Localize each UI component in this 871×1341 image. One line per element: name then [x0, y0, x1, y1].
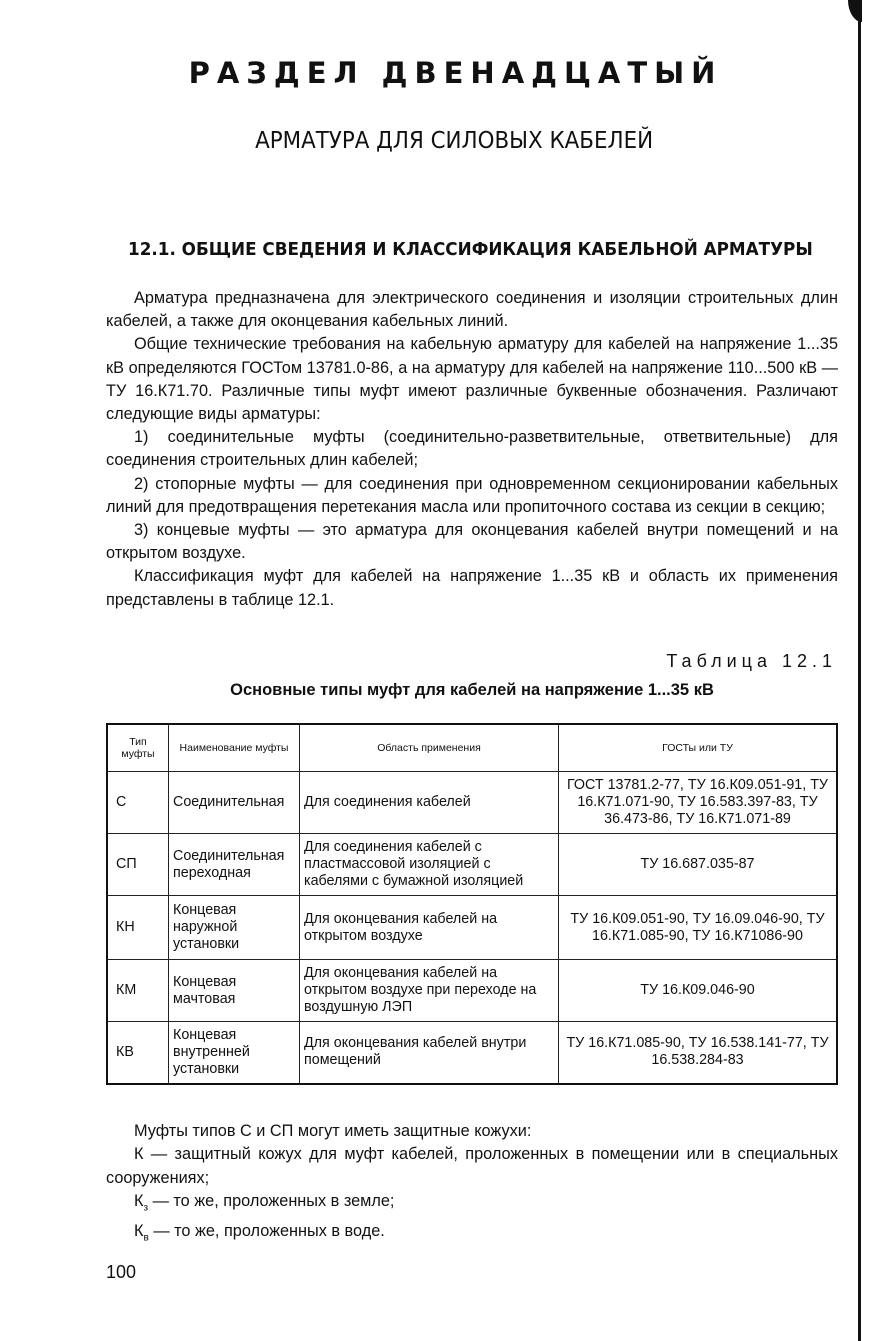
section-title: РАЗДЕЛ ДВЕНАДЦАТЫЙ — [188, 56, 723, 90]
cell-application: Для соединения кабелей — [300, 772, 559, 834]
header-standards: ГОСТы или ТУ — [559, 724, 838, 772]
after-table-text — [106, 1120, 838, 1250]
chapter-title: АРМАТУРА ДЛЯ СИЛОВЫХ КАБЕЛЕЙ — [255, 128, 654, 154]
cell-standards: ТУ 16.К09.051-90, ТУ 16.09.046-90, ТУ 16.К71.085-90, ТУ 16.К71086-90 — [559, 896, 838, 960]
table-header-row — [107, 724, 837, 772]
cell-application: Для оконцевания кабелей на открытом воздухе — [300, 896, 559, 960]
cell-type: С — [107, 772, 169, 834]
cell-name: Соединительная — [169, 772, 300, 834]
cell-type: КН — [107, 896, 169, 960]
list-item: 1) соединительные муфты (соединительно-разветвительные, ответвительные) для соединения строительных длин кабелей; — [106, 428, 838, 470]
header-application: Область применения — [300, 724, 559, 772]
table-label: Таблица 12.1 — [666, 651, 837, 671]
cell-type: КВ — [107, 1022, 169, 1084]
coupling-types-table — [106, 723, 838, 1085]
header-name: Наименование муфты — [169, 724, 300, 772]
table-row — [107, 772, 837, 834]
cell-standards: ТУ 16.К09.046-90 — [559, 960, 838, 1022]
cell-name: Концевая внутренней установки — [169, 1022, 300, 1084]
page-number: 100 — [106, 1262, 137, 1282]
body-text — [106, 287, 838, 612]
cell-application: Для соединения кабелей с пластмассовой изоляцией с кабелями с бумажной изоляцией — [300, 834, 559, 896]
paragraph: $К_в$ — то же, проложенных в воде. — [134, 1221, 385, 1244]
paragraph: Общие технические требования на кабельную арматуру для кабелей на напряжение 1...35 кВ определяются ГОСТом 13781.0-86, а на арматуру для кабелей на напряжение 110...500 кВ — ТУ 16.К71.70. Различные типы муфт имеют различные буквенные обозначения. Различают следующие виды арматуры: — [106, 335, 838, 424]
paragraph: К — защитный кожух для муфт кабелей, проложенных в помещении или в специальных сооружениях; — [106, 1145, 838, 1187]
table-row — [107, 834, 837, 896]
cell-type: СП — [107, 834, 169, 896]
table-row — [107, 960, 837, 1022]
cell-name: Концевая наружной установки — [169, 896, 300, 960]
table-row — [107, 896, 837, 960]
paragraph: Классификация муфт для кабелей на напряжение 1...35 кВ и область их применения представлены в таблице 12.1. — [106, 567, 838, 609]
paragraph: Муфты типов С и СП могут иметь защитные кожухи: — [134, 1122, 532, 1140]
page-edge — [858, 4, 861, 1341]
subsection-title: 12.1. ОБЩИЕ СВЕДЕНИЯ И КЛАССИФИКАЦИЯ КАБЕЛЬНОЙ АРМАТУРЫ — [128, 240, 813, 260]
cell-standards: ТУ 16.687.035-87 — [559, 834, 838, 896]
paragraph: $К_з$ — то же, проложенных в земле; — [134, 1192, 395, 1214]
paragraph: Арматура предназначена для электрического соединения и изоляции строительных длин кабелей, а также для оконцевания кабельных линий. — [106, 289, 838, 331]
cell-application: Для оконцевания кабелей внутри помещений — [300, 1022, 559, 1084]
table-title: Основные типы муфт для кабелей на напряжение 1...35 кВ — [230, 681, 714, 699]
cell-type: КМ — [107, 960, 169, 1022]
list-item: 3) концевые муфты — это арматура для оконцевания кабелей внутри помещений и на открытом воздухе. — [106, 521, 838, 563]
list-item: 2) стопорные муфты — для соединения при одновременном секционировании кабельных линий для предотвращения перетекания масла или пропиточного состава из секции в секцию; — [106, 474, 838, 516]
cell-standards: ГОСТ 13781.2-77, ТУ 16.К09.051-91, ТУ 16.К71.071-90, ТУ 16.583.397-83, ТУ 36.473-86, ТУ 16.К71.071-89 — [559, 772, 838, 834]
table-row — [107, 1022, 837, 1084]
cell-application: Для оконцевания кабелей на открытом воздухе при переходе на воздушную ЛЭП — [300, 960, 559, 1022]
header-type: Тип муфты — [107, 724, 169, 772]
cell-standards: ТУ 16.К71.085-90, ТУ 16.538.141-77, ТУ 16.538.284-83 — [559, 1022, 838, 1084]
cell-name: Соединительная переходная — [169, 834, 300, 896]
cell-name: Концевая мачтовая — [169, 960, 300, 1022]
